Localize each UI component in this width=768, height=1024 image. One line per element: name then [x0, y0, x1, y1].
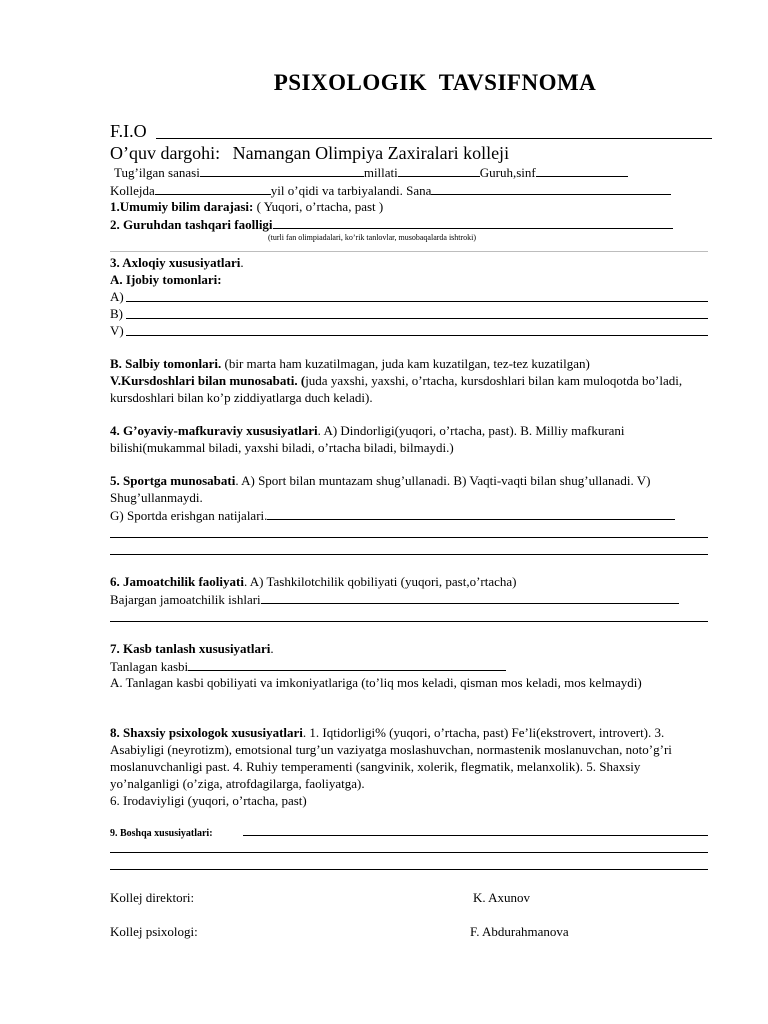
- millati-blank: [398, 163, 480, 177]
- jamoat-ishlar-row: [110, 590, 708, 608]
- fio-line: [156, 122, 712, 139]
- kollejda-row: [110, 181, 708, 199]
- kollejda-blank: [155, 181, 271, 195]
- sport-row: [110, 472, 708, 506]
- faollik-row: [110, 215, 708, 233]
- tugilgan-row: [110, 163, 708, 181]
- bilim-label: 1.Umumiy bilim darajasi:: [110, 199, 254, 214]
- psixolog-name: F. Abdurahmanova: [470, 924, 569, 939]
- guruh-label: Guruh,sinf: [479, 165, 536, 180]
- tugilgan-label: Tug’ilgan sanasi: [114, 165, 200, 180]
- ijobiy-heading: A. Ijobiy tomonlari:: [110, 272, 222, 287]
- jamoat-ishlar-label: Bajargan jamoatchilik ishlari: [110, 592, 261, 607]
- kasb-row: 7. Kasb tanlash xususiyatlari.: [110, 641, 274, 656]
- sport-text: . A) Sport bilan muntazam shug’ullanadi. B) Vaqti-vaqti bilan shug’ullanadi. V) Shug’ullanmaydi.: [110, 473, 651, 505]
- irodaviy-row: 6. Irodaviyligi (yuqori, o’rtacha, past): [110, 793, 307, 808]
- faollik-blank: [273, 215, 673, 229]
- boshqa-line-2: [110, 869, 708, 870]
- boshqa-blank: [243, 822, 708, 836]
- jamoat-row: [110, 573, 708, 590]
- jamoat-ishlar-blank: [261, 590, 679, 604]
- jamoat-line-1: [110, 621, 708, 622]
- ijobiy-line-v: [126, 322, 708, 336]
- dargoh-value: Namangan Olimpiya Zaxiralari kolleji: [232, 143, 510, 163]
- boshqa-label: 9. Boshqa xususiyatlari:: [110, 828, 213, 839]
- sport-label: 5. Sportga munosabati: [110, 473, 236, 488]
- kursdosh-row: [110, 372, 708, 406]
- document-title: PSIXOLOGIK TAVSIFNOMA: [273, 70, 597, 95]
- bilim-row: [110, 198, 708, 215]
- jamoat-text: . A) Tashkilotchilik qobiliyati (yuqori, past,o’rtacha): [243, 574, 517, 589]
- sport-line-2: [110, 554, 708, 555]
- kasb-tanlagan-label: Tanlagan kasbi: [110, 659, 189, 674]
- sana-blank: [431, 181, 671, 195]
- salbiy-text: (bir marta ham kuzatilmagan, juda kam kuzatilgan, tez-tez kuzatilgan): [224, 356, 590, 371]
- kasb-text: A. Tanlagan kasbi qobiliyati va imkoniyatlariga (to’liq mos keladi, qisman mos keladi, mos kelmaydi): [110, 675, 642, 690]
- fio-label: F.I.O: [110, 121, 147, 141]
- guruh-blank: [536, 163, 628, 177]
- jamoat-label: 6. Jamoatchilik faoliyati: [110, 574, 244, 589]
- goyaviy-label: 4. G’oyaviy-mafkuraviy xususiyatlari: [110, 423, 318, 438]
- axloqiy-heading-row: 3. Axloqiy xususiyatlari.: [110, 255, 244, 270]
- tugilgan-blank: [200, 163, 364, 177]
- sport-natija-label: G) Sportda erishgan natijalari.: [110, 508, 268, 523]
- faollik-extra-line: [110, 251, 708, 252]
- shaxsiy-text: . 1. Iqtidorligi% (yuqori, o’rtacha, past) Fe’li(ekstrovert, introvert). 3. Asabiyligi (neyrotizm), emotsional turg’un vaziyatga moslashuvchan, normastenik moslanuvchan, noto’g’ri moslanuvchanligi past. 4. Ruhiy temperamenti (sangvinik, xolerik, flegmatik, melanxolik). 5. Shaxsiy yo’nalganligi (o’ziga, atrofdagilarga, faoliyatga).: [110, 725, 672, 791]
- kasb-label: 7. Kasb tanlash xususiyatlari: [110, 641, 271, 656]
- kursdosh-text: juda yaxshi, yaxshi, o’rtacha, kursdoshlari bilan kam muloqotda bo’ladi, kursdoshlari bilan ko’p ziddiyatlarga duch keladi).: [110, 373, 683, 405]
- ijobiy-item-v: V): [110, 323, 124, 338]
- sport-natija-blank: [267, 506, 675, 520]
- kursdosh-label: V.Kursdoshlari bilan munosabati. (: [110, 373, 306, 388]
- shaxsiy-row: [110, 724, 708, 792]
- dargoh-label: O’quv dargohi:: [110, 143, 221, 163]
- ijobiy-item-b: B): [110, 306, 123, 321]
- faollik-note: (turli fan olimpiadalari, ko’rik tanlovlar, musobaqalarda ishtroki): [268, 233, 477, 242]
- ijobiy-item-a: A): [110, 289, 124, 304]
- goyaviy-text: . A) Dindorligi(yuqori, o’rtacha, past). B. Milliy mafkurani bilishi(mukammal biladi, yaxshi biladi, o’rtacha biladi, bilmaydi.): [110, 423, 625, 455]
- kasb-tanlagan-blank: [188, 657, 506, 671]
- axloqiy-heading: 3. Axloqiy xususiyatlari: [110, 255, 241, 270]
- ijobiy-line-a: [126, 288, 708, 302]
- goyaviy-row: [110, 422, 708, 456]
- kollejda-text: yil o’qidi va tarbiyalandi. Sana: [270, 183, 432, 198]
- psixolog-label: Kollej psixologi:: [110, 924, 198, 939]
- sport-natija-row: [110, 506, 708, 524]
- shaxsiy-label: 8. Shaxsiy psixologok xususiyatlari: [110, 725, 303, 740]
- direktor-label: Kollej direktori:: [110, 890, 195, 905]
- millati-label: millati: [363, 165, 398, 180]
- boshqa-line-1: [110, 852, 708, 853]
- salbiy-label: B. Salbiy tomonlari.: [110, 356, 222, 371]
- sport-line-1: [110, 537, 708, 538]
- kollejda-label: Kollejda: [110, 183, 155, 198]
- kasb-tanlagan-row: [110, 657, 708, 675]
- salbiy-row: [110, 355, 708, 372]
- bilim-options: ( Yuqori, o’rtacha, past ): [256, 199, 384, 214]
- ijobiy-line-b: [126, 305, 708, 319]
- dargoh-row: [110, 142, 708, 164]
- faollik-label: 2. Guruhdan tashqari faolligi: [110, 217, 273, 232]
- direktor-name: K. Axunov: [473, 890, 531, 905]
